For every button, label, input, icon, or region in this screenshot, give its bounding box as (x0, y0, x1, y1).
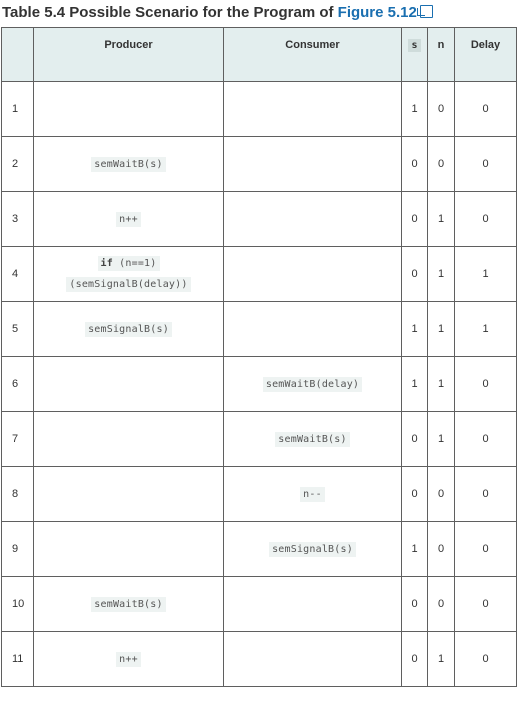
consumer-cell (224, 82, 402, 137)
figure-link[interactable]: Figure 5.12 (337, 4, 417, 21)
delay-value: 1 (455, 302, 517, 357)
delay-value: 1 (455, 247, 517, 302)
delay-value: 0 (455, 467, 517, 522)
consumer-cell (224, 467, 402, 522)
producer-code: semWaitB(s) (91, 597, 165, 612)
producer-code-line-2: (semSignalB(delay)) (66, 277, 190, 292)
consumer-cell (224, 192, 402, 247)
row-index: 5 (2, 302, 34, 357)
header-index (2, 28, 34, 82)
n-value: 1 (428, 412, 455, 467)
n-value: 0 (428, 577, 455, 632)
row-index: 2 (2, 137, 34, 192)
caption-text: Table 5.4 Possible Scenario for the Program of (2, 4, 338, 21)
table-header-row (2, 28, 517, 82)
producer-keyword: if (100, 258, 113, 269)
header-s-code: s (408, 39, 420, 52)
delay-value: 0 (455, 357, 517, 412)
delay-value: 0 (455, 577, 517, 632)
producer-cell (34, 137, 224, 192)
producer-cell (34, 467, 224, 522)
table-row (2, 522, 517, 577)
consumer-cell (224, 302, 402, 357)
producer-cell (34, 522, 224, 577)
consumer-cell (224, 632, 402, 687)
table-row (2, 357, 517, 412)
s-value: 1 (402, 302, 428, 357)
table-row (2, 137, 517, 192)
n-value: 0 (428, 522, 455, 577)
producer-code: semWaitB(s) (91, 157, 165, 172)
producer-cell (34, 192, 224, 247)
delay-value: 0 (455, 137, 517, 192)
s-value: 0 (402, 632, 428, 687)
n-value: 1 (428, 357, 455, 412)
s-value: 1 (402, 357, 428, 412)
delay-value: 0 (455, 82, 517, 137)
delay-value: 0 (455, 522, 517, 577)
row-index: 3 (2, 192, 34, 247)
producer-cell (34, 632, 224, 687)
producer-cell (34, 357, 224, 412)
table-row (2, 412, 517, 467)
producer-cell (34, 577, 224, 632)
producer-cell (34, 412, 224, 467)
table-row (2, 632, 517, 687)
consumer-cell (224, 577, 402, 632)
s-value: 0 (402, 137, 428, 192)
s-value: 0 (402, 247, 428, 302)
consumer-code: semWaitB(delay) (263, 377, 362, 392)
s-value: 0 (402, 467, 428, 522)
delay-value: 0 (455, 412, 517, 467)
consumer-code: semSignalB(s) (269, 542, 356, 557)
consumer-code: semWaitB(s) (275, 432, 349, 447)
delay-value: 0 (455, 632, 517, 687)
s-value: 1 (402, 522, 428, 577)
scenario-table (1, 27, 517, 687)
producer-cell (34, 82, 224, 137)
delay-value: 0 (455, 192, 517, 247)
s-value: 0 (402, 192, 428, 247)
row-index: 7 (2, 412, 34, 467)
producer-cell (34, 247, 224, 302)
producer-code: n++ (116, 212, 141, 227)
s-value: 0 (402, 412, 428, 467)
table-caption (2, 2, 433, 24)
row-index: 11 (2, 632, 34, 687)
consumer-cell (224, 357, 402, 412)
s-value: 1 (402, 82, 428, 137)
row-index: 4 (2, 247, 34, 302)
producer-cell (34, 302, 224, 357)
table-row (2, 247, 517, 302)
table-row (2, 192, 517, 247)
n-value: 0 (428, 82, 455, 137)
consumer-cell (224, 412, 402, 467)
header-n: n (428, 28, 455, 82)
header-delay: Delay (455, 28, 517, 82)
consumer-code: n-- (300, 487, 325, 502)
consumer-cell (224, 522, 402, 577)
s-value: 0 (402, 577, 428, 632)
header-consumer: Consumer (224, 28, 402, 82)
row-index: 6 (2, 357, 34, 412)
table-row (2, 467, 517, 522)
n-value: 1 (428, 632, 455, 687)
n-value: 1 (428, 247, 455, 302)
consumer-cell (224, 137, 402, 192)
row-index: 8 (2, 467, 34, 522)
copy-icon[interactable] (420, 5, 433, 18)
header-s (402, 28, 428, 82)
table-row (2, 577, 517, 632)
n-value: 1 (428, 302, 455, 357)
n-value: 0 (428, 467, 455, 522)
row-index: 9 (2, 522, 34, 577)
table-row (2, 302, 517, 357)
header-producer: Producer (34, 28, 224, 82)
consumer-cell (224, 247, 402, 302)
producer-code: semSignalB(s) (85, 322, 172, 337)
producer-condition: (n==1) (112, 258, 157, 269)
row-index: 10 (2, 577, 34, 632)
producer-code: n++ (116, 652, 141, 667)
table-row (2, 82, 517, 137)
row-index: 1 (2, 82, 34, 137)
n-value: 1 (428, 192, 455, 247)
n-value: 0 (428, 137, 455, 192)
producer-code-line-1 (98, 256, 160, 271)
